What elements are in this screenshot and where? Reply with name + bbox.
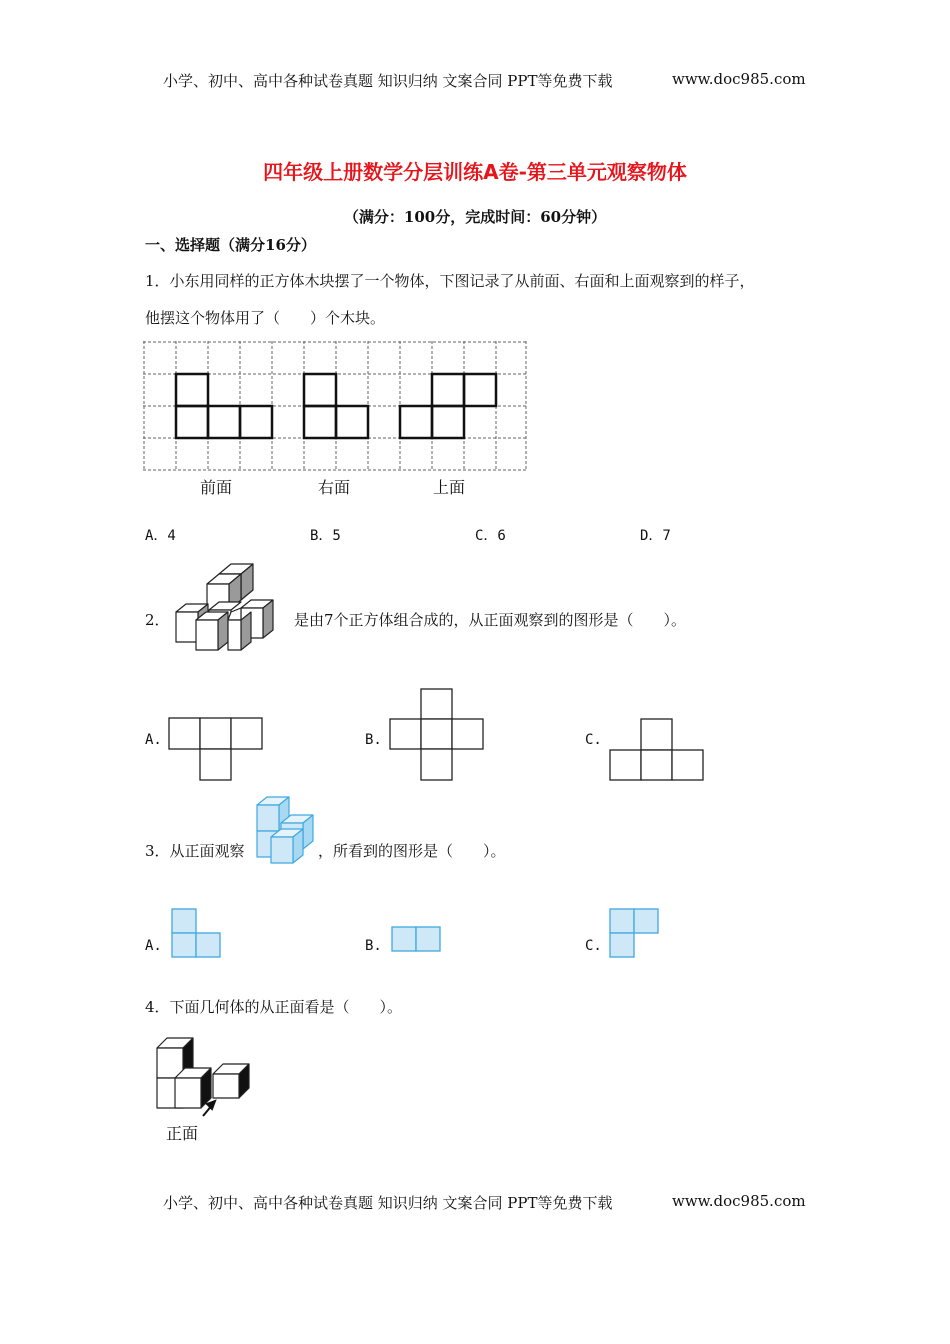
q3-cube-figure <box>254 795 318 867</box>
q1-right-square <box>304 374 336 406</box>
q4-text: 4．下面几何体的从正面看是（ ）。 <box>145 998 403 1016</box>
q4-cube-figure <box>155 1036 260 1118</box>
q2-option-c[interactable]: C. <box>585 732 602 748</box>
q3-option-c-shape[interactable] <box>609 908 660 958</box>
q3-text-after: ，所看到的图形是（ ）。 <box>318 842 506 860</box>
q1-front-square <box>176 406 208 438</box>
q1-top-square <box>464 374 496 406</box>
q4-label-front: 正面 <box>166 1124 199 1143</box>
q2-text: 是由7个正方体组合成的，从正面观察到的图形是（ ）。 <box>294 611 687 629</box>
q2-option-c-shape[interactable] <box>609 718 705 782</box>
q2-option-b[interactable]: B. <box>365 732 382 748</box>
q1-text-line1: 1．小东用同样的正方体木块摆了一个物体，下图记录了从前面、右面和上面观察到的样子， <box>145 272 755 290</box>
q2-cube-figure <box>174 562 274 652</box>
q1-view-grid <box>143 341 528 471</box>
q2-option-a[interactable]: A. <box>145 732 162 748</box>
q1-label-right: 右面 <box>318 478 351 497</box>
footer-right-url[interactable]: www.doc985.com <box>672 1192 806 1210</box>
q1-front-square <box>240 406 272 438</box>
q1-top-square <box>432 374 464 406</box>
footer-left-text: 小学、初中、高中各种试卷真题 知识归纳 文案合同 PPT等免费下载 <box>163 1194 613 1212</box>
header-right-url[interactable]: www.doc985.com <box>672 70 806 88</box>
q3-option-a-shape[interactable] <box>171 908 221 958</box>
q1-right-square <box>304 406 336 438</box>
q1-right-square <box>336 406 368 438</box>
q1-top-square <box>400 406 432 438</box>
q1-option-d[interactable]: D．7 <box>640 528 671 544</box>
section-heading: 一、选择题（满分16分） <box>145 236 316 254</box>
header-left-text: 小学、初中、高中各种试卷真题 知识归纳 文案合同 PPT等免费下载 <box>163 72 613 90</box>
document-subtitle: （满分：100分，完成时间：60分钟） <box>343 208 607 226</box>
q1-label-top: 上面 <box>433 478 466 497</box>
q1-text-line2: 他摆这个物体用了（ ）个木块。 <box>145 309 386 327</box>
q3-option-a[interactable]: A. <box>145 938 162 954</box>
q1-front-square <box>176 374 208 406</box>
q2-number: 2． <box>145 611 170 629</box>
q1-option-a[interactable]: A．4 <box>145 528 176 544</box>
q3-option-b[interactable]: B. <box>365 938 382 954</box>
q3-option-b-shape[interactable] <box>391 926 442 952</box>
q1-option-b[interactable]: B．5 <box>310 528 341 544</box>
q2-option-a-shape[interactable] <box>168 717 264 782</box>
q1-front-square <box>208 406 240 438</box>
q1-option-c[interactable]: C．6 <box>475 528 506 544</box>
q3-option-c[interactable]: C. <box>585 938 602 954</box>
q1-label-front: 前面 <box>200 478 233 497</box>
q1-top-square <box>432 406 464 438</box>
q2-option-b-shape[interactable] <box>389 688 485 782</box>
q3-text-before: 3．从正面观察 <box>145 842 245 860</box>
document-title: 四年级上册数学分层训练A卷-第三单元观察物体 <box>263 160 687 184</box>
